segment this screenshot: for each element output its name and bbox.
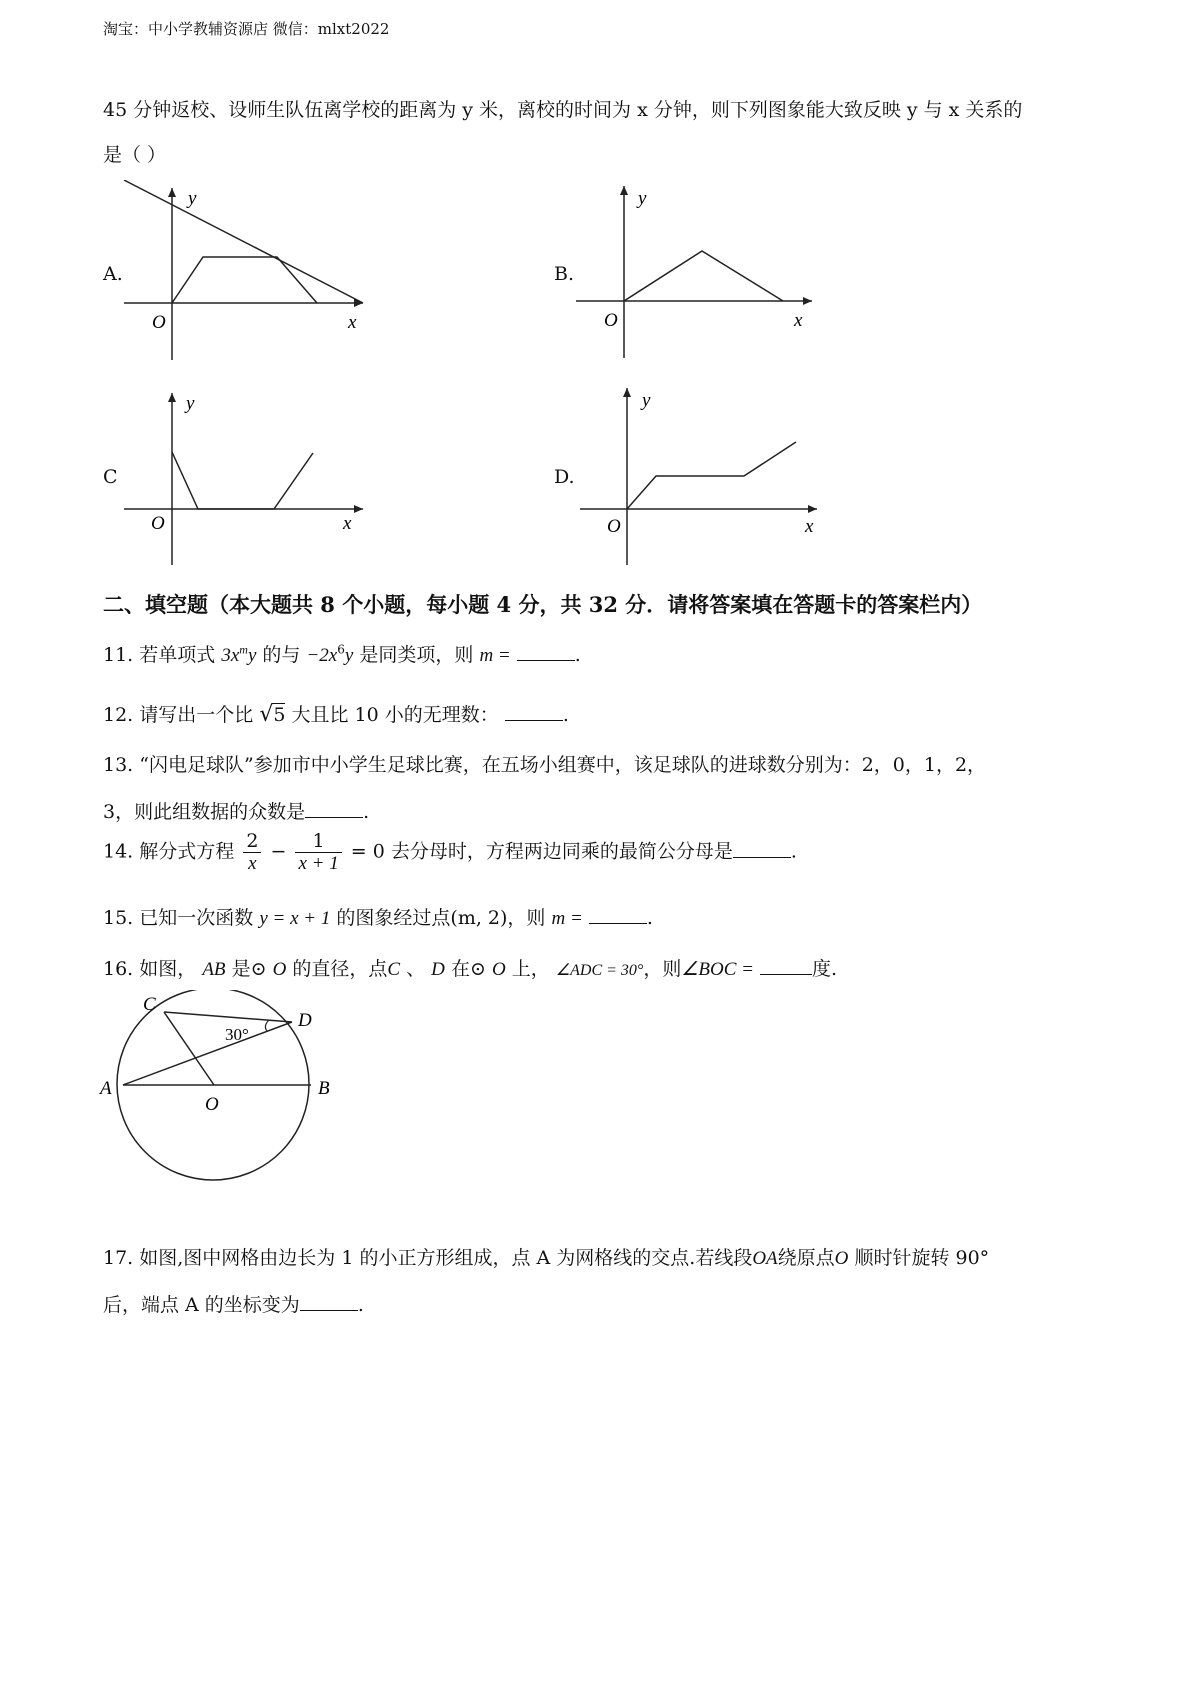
q11-end: . bbox=[574, 644, 581, 666]
q16-number: 16. bbox=[103, 958, 134, 980]
q12-text-post: 大且比 10 小的无理数： bbox=[291, 704, 499, 726]
q14-fraction-1 bbox=[243, 830, 261, 875]
question-15 bbox=[103, 903, 653, 930]
option-c-graph bbox=[110, 385, 390, 575]
option-a-x-label: x bbox=[348, 312, 357, 333]
q14-fraction-2-num: 1 bbox=[295, 830, 341, 853]
q17-text-line1: 如图,图中网格由边长为 1 的小正方形组成，点 A 为网格线的交点.若线段 bbox=[139, 1247, 753, 1269]
question-17-line2 bbox=[103, 1290, 364, 1317]
option-c-origin-label: O bbox=[151, 513, 165, 534]
q14-minus: − bbox=[270, 840, 287, 863]
q14-number: 14. bbox=[103, 840, 134, 863]
q13-number: 13. bbox=[103, 754, 134, 776]
q14-text-pre: 解分式方程 bbox=[139, 840, 235, 863]
q11-exponent-2: 6 bbox=[337, 642, 345, 657]
question-14 bbox=[103, 830, 797, 875]
option-c-y-label: y bbox=[186, 393, 195, 414]
option-d-label: D. bbox=[554, 466, 575, 488]
q16-ab: AB bbox=[202, 959, 226, 980]
q11-number: 11. bbox=[103, 644, 134, 666]
q16-text-pre: 如图， bbox=[139, 958, 197, 980]
circle-symbol-icon: ⊙ bbox=[250, 958, 267, 980]
q14-fraction-2 bbox=[295, 830, 341, 875]
q14-fraction-1-num: 2 bbox=[243, 830, 261, 853]
q15-text-mid: 的图象经过点 bbox=[336, 907, 451, 929]
q16-fig-label-d: D bbox=[298, 1010, 312, 1031]
question-13-line1 bbox=[103, 750, 986, 777]
q16-circle-figure bbox=[95, 990, 355, 1190]
q11-text-mid: 的与 bbox=[262, 644, 301, 666]
q11-var: m = bbox=[479, 645, 511, 666]
q15-answer-blank[interactable] bbox=[589, 905, 647, 924]
option-a-label: A. bbox=[103, 263, 123, 285]
q14-fraction-1-den: x bbox=[248, 853, 257, 874]
q11-y1: y bbox=[247, 645, 257, 666]
angle-arc-d bbox=[265, 1020, 269, 1031]
q12-text-pre: 请写出一个比 bbox=[139, 704, 254, 726]
sqrt-icon: √ bbox=[259, 702, 274, 727]
q15-point: (m, 2) bbox=[450, 907, 508, 929]
q17-oa: OA bbox=[752, 1248, 778, 1269]
q16-fig-label-o: O bbox=[205, 1094, 219, 1115]
q15-text-pre: 已知一次函数 bbox=[139, 907, 254, 929]
q16-end: 度. bbox=[812, 958, 838, 980]
q15-number: 15. bbox=[103, 907, 134, 929]
option-b-graph bbox=[560, 180, 840, 370]
question-13-line2 bbox=[103, 797, 369, 824]
option-b-origin-label: O bbox=[604, 310, 618, 331]
q14-equals: = 0 bbox=[350, 840, 385, 863]
q10-line2: 是（ ） bbox=[103, 144, 167, 166]
chord-cd bbox=[164, 1012, 292, 1022]
q17-end: . bbox=[357, 1294, 364, 1316]
q12-end: . bbox=[562, 704, 569, 726]
option-d-y-label: y bbox=[642, 390, 651, 411]
q11-text-post: 是同类项，则 bbox=[359, 644, 474, 666]
q12-number: 12. bbox=[103, 704, 134, 726]
q16-text-1: 是 bbox=[231, 958, 251, 980]
q16-d: D bbox=[431, 959, 445, 980]
q15-text-post: ，则 bbox=[507, 907, 546, 929]
section-2-title: 二、填空题（本大题共 8 个小题，每小题 4 分，共 32 分．请将答案填在答题卡的答案栏内） bbox=[103, 592, 983, 617]
q16-o2: O bbox=[491, 959, 506, 980]
q15-var: m = bbox=[551, 908, 583, 929]
option-d-graph bbox=[560, 380, 840, 570]
q13-end: . bbox=[363, 801, 370, 823]
page-header: 淘宝：中小学教辅资源店 微信：mlxt2022 bbox=[103, 20, 390, 38]
option-d-origin-label: O bbox=[607, 516, 621, 537]
q17-text-1: 绕原点 bbox=[777, 1247, 835, 1269]
q16-c: C bbox=[387, 959, 401, 980]
q16-text-2: 的直径，点 bbox=[292, 958, 388, 980]
option-a-graph bbox=[110, 180, 390, 370]
q16-o1: O bbox=[272, 959, 287, 980]
q16-text-3: 、 bbox=[406, 958, 426, 980]
q14-text-post: 去分母时，方程两边同乘的最简公分母是 bbox=[390, 840, 733, 863]
q14-fraction-2-den: x + 1 bbox=[298, 853, 339, 874]
q17-o: O bbox=[834, 1248, 849, 1269]
question-12 bbox=[103, 700, 569, 727]
q16-fig-label-c: C bbox=[143, 994, 156, 1015]
q17-text-2: 顺时针旋转 90° bbox=[854, 1247, 990, 1269]
q15-end: . bbox=[646, 907, 653, 929]
q11-answer-blank[interactable] bbox=[517, 642, 575, 661]
q11-y2: y bbox=[344, 645, 354, 666]
q13-text-line2: 3，则此组数据的众数是 bbox=[103, 801, 306, 823]
question-11 bbox=[103, 640, 581, 667]
q17-text-line2: 后，端点 A 的坐标变为 bbox=[103, 1294, 300, 1316]
q16-fig-label-a: A bbox=[100, 1078, 112, 1099]
q16-text-4: 在 bbox=[450, 958, 470, 980]
q13-answer-blank[interactable] bbox=[305, 799, 363, 818]
q16-fig-angle-label: 30° bbox=[225, 1025, 249, 1044]
option-c-x-label: x bbox=[343, 513, 352, 534]
q11-monomial-1: 3x bbox=[221, 645, 240, 666]
option-a-y-label: y bbox=[188, 188, 197, 209]
q17-answer-blank[interactable] bbox=[300, 1292, 358, 1311]
q11-monomial-2: −2x bbox=[306, 645, 338, 666]
q11-text-pre: 若单项式 bbox=[139, 644, 216, 666]
option-b-y-label: y bbox=[638, 188, 647, 209]
q16-text-5: 上， bbox=[511, 958, 550, 980]
q10-line1: 45 分钟返校、设师生队伍离学校的距离为 y 米，离校的时间为 x 分钟，则下列图象能大致反映 y 与 x 关系的 bbox=[103, 99, 1023, 121]
q16-answer-blank[interactable] bbox=[760, 956, 812, 975]
q16-boc: ∠BOC = bbox=[681, 959, 754, 980]
q16-angle: ∠ADC = 30° bbox=[555, 962, 644, 979]
q11-exponent-1: m bbox=[239, 642, 248, 657]
option-b-label: B. bbox=[554, 263, 575, 285]
option-b-x-label: x bbox=[794, 310, 803, 331]
q16-text-6: ，则 bbox=[643, 958, 682, 980]
q12-answer-blank[interactable] bbox=[505, 702, 563, 721]
q16-fig-label-b: B bbox=[318, 1078, 330, 1099]
q12-radicand: 5 bbox=[273, 704, 286, 726]
option-a-origin-label: O bbox=[152, 312, 166, 333]
radius-oc bbox=[164, 1012, 214, 1085]
q13-text-line1: “闪电足球队”参加市中小学生足球比赛，在五场小组赛中，该足球队的进球数分别为：2，0，1，2， bbox=[139, 754, 987, 776]
option-d-x-label: x bbox=[805, 516, 814, 537]
question-17-line1 bbox=[103, 1243, 989, 1270]
option-c-label: C bbox=[103, 466, 118, 488]
q14-end: . bbox=[790, 840, 797, 863]
q17-number: 17. bbox=[103, 1247, 134, 1269]
circle-symbol-icon: ⊙ bbox=[469, 958, 486, 980]
q15-function: y = x + 1 bbox=[259, 908, 331, 929]
q14-answer-blank[interactable] bbox=[733, 839, 791, 858]
question-16 bbox=[103, 954, 837, 981]
